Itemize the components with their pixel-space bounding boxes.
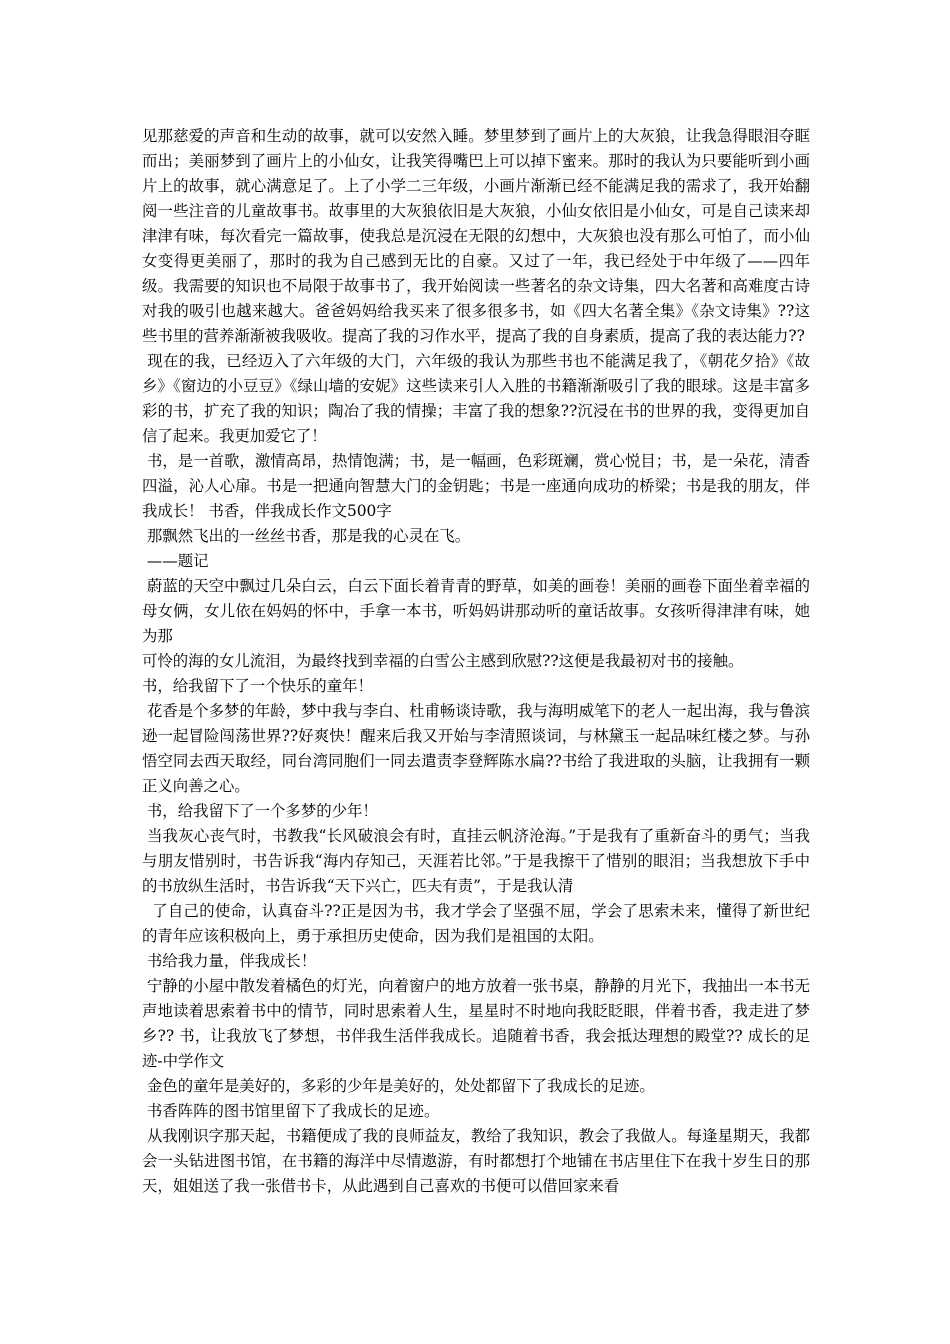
paragraph: 了自己的使命，认真奋斗??正是因为书，我才学会了坚强不屈，学会了思索未来，懂得了新世纪的青年应该积极向上，勇于承担历史使命，因为我们是祖国的太阳。 [142, 902, 810, 945]
paragraph: 现在的我，已经迈入了六年级的大门，六年级的我认为那些书也不能满足我了，《朝花夕拾》《故乡》《窗边的小豆豆》《绿山墙的安妮》这些读来引人入胜的书籍渐渐吸引了我的眼球。这是丰富多彩的书，扩充了我的知识；陶冶了我的情操；丰富了我的想象??沉浸在书的世界的我，变得更加自信了起来。我更加爱它了！ [142, 352, 810, 445]
paragraph: 那飘然飞出的一丝丝书香，那是我的心灵在飞。 [142, 527, 471, 545]
paragraph: 书，给我留下了一个快乐的童年！ [142, 677, 373, 695]
paragraph: 书，是一首歌，激情高昂，热情饱满；书，是一幅画，色彩斑斓，赏心悦目；书，是一朵花，清香四溢，沁人心扉。书是一把通向智慧大门的金钥匙；书是一座通向成功的桥梁；书是我的朋友，伴我成长！ 书香，伴我成长作文500字 [142, 452, 810, 520]
paragraph: 当我灰心丧气时，书教我“长风破浪会有时，直挂云帆济沧海。”于是我有了重新奋斗的勇气；当我与朋友惜别时，书告诉我“海内存知己，天涯若比邻。”于是我擦干了惜别的眼泪；当我想放下手中的书放纵生活时，书告诉我“天下兴亡，匹夫有责”，于是我认清 [142, 827, 810, 895]
paragraph: 宁静的小屋中散发着橘色的灯光，向着窗户的地方放着一张书桌，静静的月光下，我抽出一本书无声地读着思索着书中的情节，同时思索着人生，星星时不时地向我眨眨眼，伴着书香，我走进了梦乡?? 书，让我放飞了梦想，书伴我生活伴我成长。追随着书香，我会抵达理想的殿堂?? 成长的足迹-中学作文 [142, 977, 810, 1070]
paragraph: 从我刚识字那天起，书籍便成了我的良师益友，教给了我知识，教会了我做人。每逢星期天，我都会一头钻进图书馆，在书籍的海洋中尽情遨游，有时都想打个地铺在书店里住下在我十岁生日的那天，姐姐送了我一张借书卡，从此遇到自己喜欢的书便可以借回家来看 [142, 1127, 810, 1195]
paragraph: 花香是个多梦的年龄，梦中我与李白、杜甫畅谈诗歌，我与海明威笔下的老人一起出海，我与鲁滨逊一起冒险闯荡世界??好爽快！醒来后我又开始与李清照谈词，与林黛玉一起品味红楼之梦。与孙悟空同去西天取经，同台湾同胞们一同去遣责李登辉陈水扁??书给了我进取的头脑，让我拥有一颗正义向善之心。 [142, 702, 810, 795]
paragraph: 金色的童年是美好的，多彩的少年是美好的，处处都留下了我成长的足迹。 [142, 1077, 655, 1095]
paragraph: 可怜的海的女儿流泪，为最终找到幸福的白雪公主感到欣慰??这便是我最初对书的接触。 [142, 652, 744, 670]
paragraph: 书给我力量，伴我成长！ [142, 952, 317, 970]
document-body [142, 124, 810, 1199]
paragraph: 蔚蓝的天空中飘过几朵白云，白云下面长着青青的野草，如美的画卷！美丽的画卷下面坐着幸福的母女俩，女儿依在妈妈的怀中，手拿一本书，听妈妈讲那动听的童话故事。女孩听得津津有味，她为那 [142, 577, 810, 645]
epigraph-label: ——题记 [142, 552, 209, 570]
paragraph: 书香阵阵的图书馆里留下了我成长的足迹。 [142, 1102, 440, 1120]
paragraph: 见那慈爱的声音和生动的故事，就可以安然入睡。梦里梦到了画片上的大灰狼，让我急得眼泪夺眶而出；美丽梦到了画片上的小仙女，让我笑得嘴巴上可以掉下蜜来。那时的我认为只要能听到小画片上的故事，就心满意足了。上了小学二三年级，小画片渐渐已经不能满足我的需求了，我开始翻阅一些注音的儿童故事书。故事里的大灰狼依旧是大灰狼，小仙女依旧是小仙女，可是自己读来却津津有味，每次看完一篇故事，使我总是沉浸在无限的幻想中，大灰狼也没有那么可怕了，而小仙女变得更美丽了，那时的我为自己感到无比的自豪。又过了一年，我已经处于中年级了——四年级。我需要的知识也不局限于故事书了，我开始阅读一些著名的杂文诗集，四大名著和高难度古诗对我的吸引也越来越大。爸爸妈妈给我买来了很多很多书，如《四大名著全集》《杂文诗集》??这些书里的营养渐渐被我吸收。提高了我的习作水平，提高了我的自身素质，提高了我的表达能力?? [142, 127, 810, 345]
paragraph: 书，给我留下了一个多梦的少年！ [142, 802, 378, 820]
